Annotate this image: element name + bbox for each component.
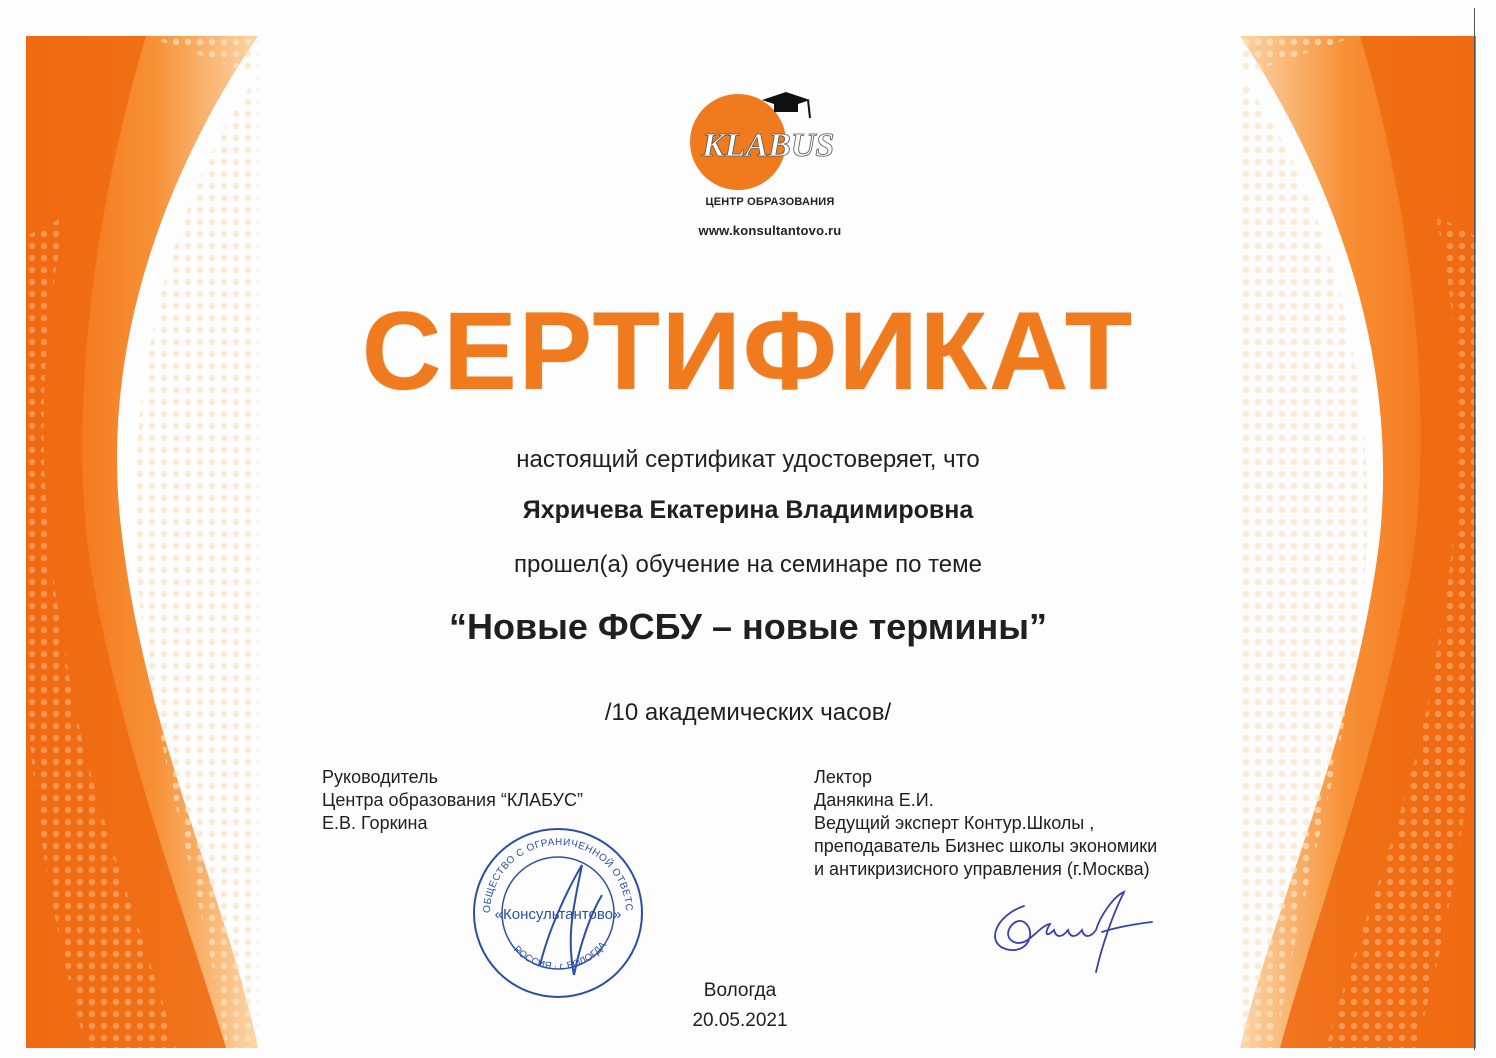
stamp-ring-bottom: РОССИЯ · г. ВОЛОГДА bbox=[511, 940, 609, 973]
completion-text: прошел(а) обучение на семинаре по теме bbox=[513, 551, 982, 578]
logo-caption: ЦЕНТР ОБРАЗОВАНИЯ bbox=[705, 196, 835, 208]
right-decoration bbox=[1240, 36, 1476, 1048]
scan-edge-line bbox=[1474, 8, 1475, 1050]
city: Вологда bbox=[703, 980, 777, 1001]
svg-text:ОБЩЕСТВО С ОГРАНИЧЕННОЙ ОТВЕТС bbox=[470, 825, 634, 913]
director-role: Руководитель bbox=[322, 767, 438, 787]
stamp-center-text: «Консультантово» bbox=[494, 906, 622, 923]
certificate-title: СЕРТИФИКАТ bbox=[361, 290, 1135, 413]
academic-hours: /10 академических часов/ bbox=[604, 699, 892, 726]
lecturer-signature bbox=[984, 886, 1154, 978]
lecturer-position-1: Ведущий эксперт Контур.Школы , bbox=[814, 813, 1095, 833]
klabus-logo bbox=[690, 86, 860, 196]
logo-brand-text: KLABUS bbox=[702, 127, 835, 164]
issue-date: 20.05.2021 bbox=[692, 1010, 788, 1031]
director-org: Центра образования “КЛАБУС” bbox=[322, 790, 583, 810]
website-link: www.konsultantovo.ru bbox=[698, 223, 842, 238]
stamp-ring-top: ОБЩЕСТВО С ОГРАНИЧЕННОЙ ОТВЕТС bbox=[481, 836, 635, 914]
company-stamp bbox=[470, 825, 646, 1001]
lecturer-position-2: преподаватель Бизнес школы экономики bbox=[814, 836, 1158, 856]
director-name: Е.В. Горкина bbox=[322, 813, 428, 833]
lecturer-role: Лектор bbox=[814, 767, 872, 787]
lecturer-position-3: и антикризисного управления (г.Москва) bbox=[814, 859, 1150, 879]
svg-text:РОССИЯ · г. ВОЛОГДА bbox=[511, 940, 609, 973]
seminar-topic: “Новые ФСБУ – новые термины” bbox=[448, 606, 1048, 647]
lecturer-name: Данякина Е.И. bbox=[814, 790, 934, 810]
intro-text: настоящий сертификат удостоверяет, что bbox=[516, 446, 980, 473]
lecturer-signature-block bbox=[814, 766, 1234, 881]
recipient-name: Яхричева Екатерина Владимировна bbox=[522, 496, 974, 524]
left-decoration bbox=[26, 36, 258, 1048]
